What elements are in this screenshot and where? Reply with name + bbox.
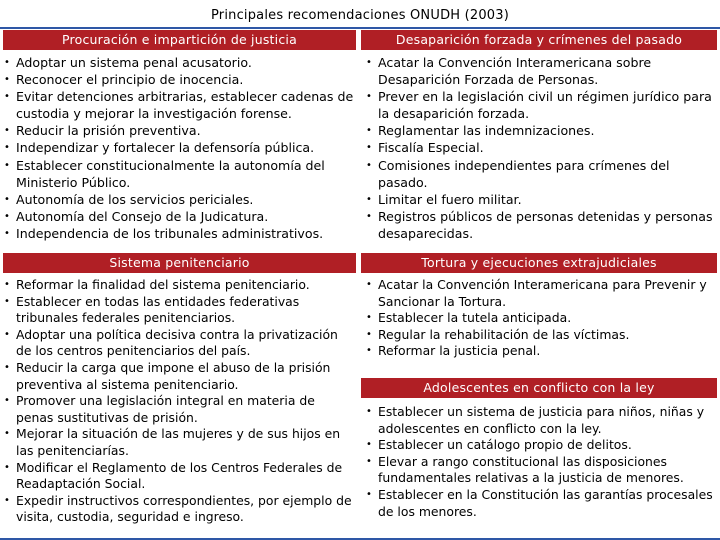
list-desaparicion bbox=[366, 54, 716, 242]
list-item: • Modificar el Reglamento de los Centros Federales de Readaptación Social. bbox=[4, 460, 356, 493]
list-item: • Adoptar una política decisiva contra la privatización de los centros penitenciarios del país. bbox=[4, 327, 356, 360]
list-item: • Independizar y fortalecer la defensoría pública. bbox=[4, 139, 356, 156]
list-item: • Regular la rehabilitación de las víctimas. bbox=[366, 327, 716, 344]
list-item: • Mejorar la situación de las mujeres y de sus hijos en las penitenciarías. bbox=[4, 426, 356, 459]
list-item: • Fiscalía Especial. bbox=[366, 139, 716, 156]
list-item: • Reformar la finalidad del sistema penitenciario. bbox=[4, 277, 356, 294]
list-item: • Elevar a rango constitucional las disposiciones fundamentales relativas a la justicia de menores. bbox=[366, 454, 716, 487]
list-item: • Establecer en todas las entidades federativas tribunales federales penitenciarios. bbox=[4, 294, 356, 327]
list-item: • Autonomía de los servicios periciales. bbox=[4, 191, 356, 208]
header-penitenciario: Sistema penitenciario bbox=[3, 253, 356, 273]
list-item: • Reconocer el principio de inocencia. bbox=[4, 71, 356, 88]
list-item: • Comisiones independientes para crímenes del pasado. bbox=[366, 157, 716, 191]
list-item: • Acatar la Convención Interamericana para Prevenir y Sancionar la Tortura. bbox=[366, 277, 716, 310]
list-item: • Evitar detenciones arbitrarias, establecer cadenas de custodia y mejorar la investigación forense. bbox=[4, 88, 356, 122]
list-item: • Prever en la legislación civil un régimen jurídico para la desaparición forzada. bbox=[366, 88, 716, 122]
list-item: • Registros públicos de personas detenidas y personas desaparecidas. bbox=[366, 208, 716, 242]
list-item: • Autonomía del Consejo de la Judicatura. bbox=[4, 208, 356, 225]
list-penitenciario bbox=[4, 277, 356, 526]
list-item: • Establecer la tutela anticipada. bbox=[366, 310, 716, 327]
list-item: • Promover una legislación integral en materia de penas sustitutivas de prisión. bbox=[4, 393, 356, 426]
title-rule bbox=[0, 27, 720, 29]
header-tortura: Tortura y ejecuciones extrajudiciales bbox=[361, 253, 717, 273]
header-procuracion: Procuración e impartición de justicia bbox=[3, 30, 356, 50]
list-item: • Limitar el fuero militar. bbox=[366, 191, 716, 208]
list-item: • Reformar la justicia penal. bbox=[366, 343, 716, 360]
header-adolescentes: Adolescentes en conflicto con la ley bbox=[361, 378, 717, 398]
list-tortura bbox=[366, 277, 716, 360]
page-title: Principales recomendaciones ONUDH (2003) bbox=[210, 8, 510, 23]
list-item: • Expedir instructivos correspondientes, por ejemplo de visita, custodia, seguridad e ingreso. bbox=[4, 493, 356, 526]
list-procuracion bbox=[4, 54, 356, 242]
list-item: • Independencia de los tribunales administrativos. bbox=[4, 225, 356, 242]
list-item: • Adoptar un sistema penal acusatorio. bbox=[4, 54, 356, 71]
list-item: • Establecer en la Constitución las garantías procesales de los menores. bbox=[366, 487, 716, 520]
list-adolescentes bbox=[366, 404, 716, 520]
list-item: • Establecer un catálogo propio de delitos. bbox=[366, 437, 716, 454]
header-desaparicion: Desaparición forzada y crímenes del pasado bbox=[361, 30, 717, 50]
list-item: • Reducir la prisión preventiva. bbox=[4, 122, 356, 139]
list-item: • Reducir la carga que impone el abuso de la prisión preventiva al sistema penitenciario. bbox=[4, 360, 356, 393]
list-item: • Establecer un sistema de justicia para niños, niñas y adolescentes en conflicto con la ley. bbox=[366, 404, 716, 437]
list-item: • Establecer constitucionalmente la autonomía del Ministerio Público. bbox=[4, 157, 356, 191]
list-item: • Acatar la Convención Interamericana sobre Desaparición Forzada de Personas. bbox=[366, 54, 716, 88]
list-item: • Reglamentar las indemnizaciones. bbox=[366, 122, 716, 139]
